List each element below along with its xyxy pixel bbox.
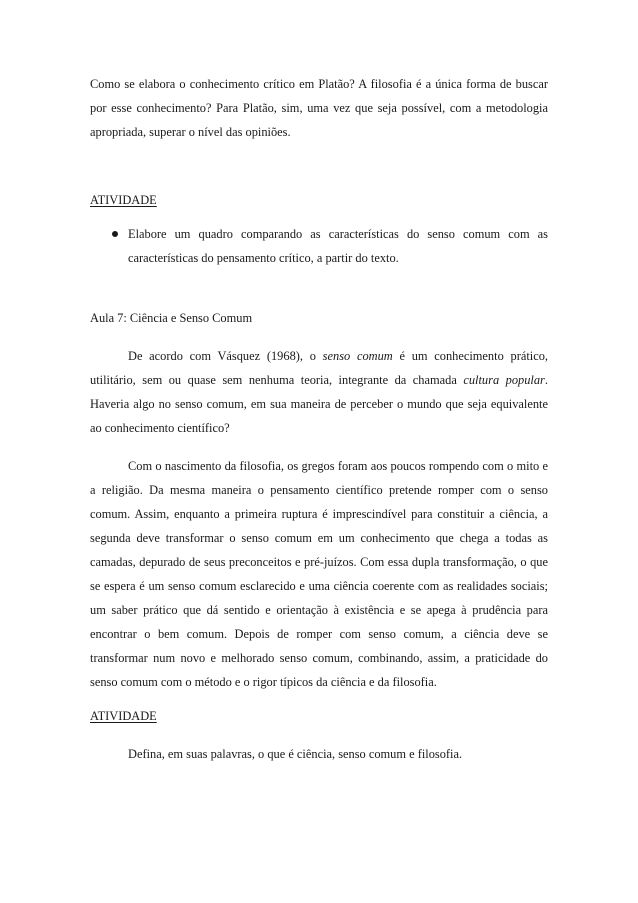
activity-heading: ATIVIDADE: [90, 193, 157, 207]
spacer: [90, 330, 548, 344]
document-page: [90, 72, 548, 766]
lesson-p1-text-1: De acordo com Vásquez (1968), o: [128, 349, 323, 363]
lesson-paragraph-2: Com o nascimento da filosofia, os gregos foram aos poucos rompendo com o mito e a religião. Da mesma maneira o pensamento científico pretende romper com o senso comum. Assim, enquanto a primeira ruptura é imprescindível para constituir a ciência, a segunda deve transformar o senso comum em um conhecimento que chega a todas as camadas, depurado de seus preconceitos e pré-juízos. Com essa dupla transformação, o que se espera é um senso comum esclarecido e uma ciência coerente com as realidades sociais; um saber prático que dá sentido e orientação à existência e se apega à prudência para encontrar o bem comum. Depois de romper com senso comum, a ciência deve se transformar num novo e melhorado senso comum, combinando, assim, a praticidade do senso comum com o método e o rigor típicos da ciência e da filosofia.: [90, 459, 548, 689]
lesson-p1-emphasis-cultura-popular: cultura popular: [463, 373, 545, 387]
activity-2-text: Defina, em suas palavras, o que é ciência, senso comum e filosofia.: [128, 747, 463, 761]
spacer: [90, 270, 548, 306]
intro-paragraph: Como se elabora o conhecimento crítico em Platão? A filosofia é a única forma de buscar por esse conhecimento? Para Platão, sim, uma vez que seja possível, com a metodologia apropriada, superar o nível das opiniões.: [90, 77, 548, 139]
lesson-p1-text-3: . Haveria algo no senso comum, em sua maneira de perceber o mundo que seja equivalente ao conhecimento científico?: [90, 373, 548, 435]
spacer: [90, 440, 548, 454]
activity-bullet-text: Elabore um quadro comparando as características do senso comum com as características do pensamento crítico, a partir do texto.: [128, 227, 548, 265]
lesson-title: Aula 7: Ciência e Senso Comum: [90, 311, 253, 325]
lesson-p1-emphasis-senso-comum: senso comum: [322, 349, 393, 363]
lesson-p1-text-2: é um conhecimento prático, utilitário, sem ou quase sem nenhuma teoria, integrante da chamada: [90, 349, 548, 387]
bullet-icon: [112, 231, 118, 237]
spacer: [90, 144, 548, 188]
spacer: [90, 212, 548, 222]
spacer: [90, 728, 548, 742]
activity-heading-2: ATIVIDADE: [90, 709, 157, 723]
lesson-paragraph-1: [90, 344, 548, 440]
activity-bullet-item: [90, 222, 548, 270]
spacer: [90, 694, 548, 704]
